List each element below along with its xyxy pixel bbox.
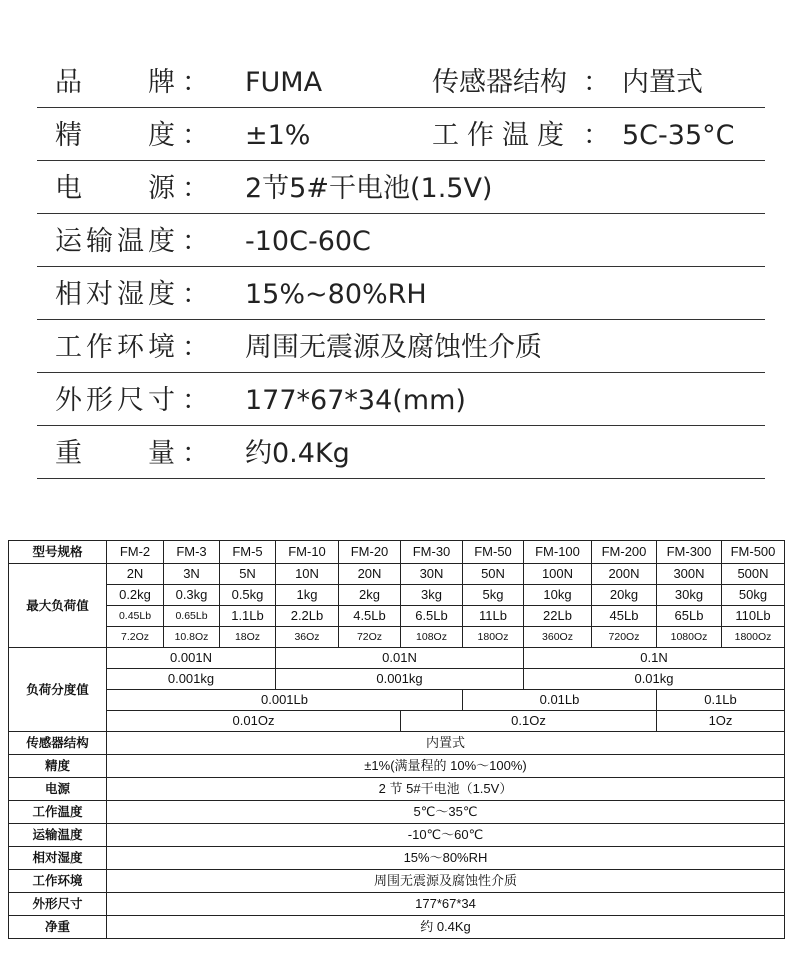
row-label: 精度 [9, 755, 107, 778]
colon: ： [182, 67, 209, 98]
spec-label [55, 381, 175, 421]
table-cell: 3kg [401, 585, 463, 606]
table-cell: 2N [107, 564, 164, 585]
row-value: 内置式 [107, 732, 785, 755]
resolution-lb-row [9, 690, 785, 711]
max-load-kg-row [9, 585, 785, 606]
table-cell: 0.65Lb [164, 606, 220, 627]
table-cell: 200N [592, 564, 657, 585]
spec-value: 约0.4Kg [245, 438, 350, 469]
table-cell: 22Lb [524, 606, 592, 627]
spec-label-secondary: 传感器结构 [432, 67, 567, 98]
spec-list [37, 55, 765, 479]
table-cell: 0.5kg [220, 585, 276, 606]
label-char: 电 [55, 173, 82, 204]
model-cell: FM-200 [592, 541, 657, 564]
label-char: 湿 [117, 279, 144, 310]
row-label: 传感器结构 [9, 732, 107, 755]
model-cell: FM-100 [524, 541, 592, 564]
table-cell: 65Lb [657, 606, 722, 627]
colon: ： [583, 120, 610, 151]
colon: ： [182, 120, 209, 151]
table-row [9, 893, 785, 916]
table-cell: 30kg [657, 585, 722, 606]
table-cell: 0.01Lb [463, 690, 657, 711]
row-label: 运输温度 [9, 824, 107, 847]
label-char: 形 [86, 385, 113, 416]
table-row [9, 916, 785, 939]
spec-value: 2节5#干电池(1.5V) [245, 173, 493, 204]
table-row [9, 870, 785, 893]
spec-label [55, 434, 175, 474]
row-value: 5℃～35℃ [107, 801, 785, 824]
spec-value: ±1% [245, 120, 311, 151]
colon: ： [182, 173, 209, 204]
table-cell: 10.8Oz [164, 627, 220, 648]
table-cell: 1800Oz [722, 627, 785, 648]
spec-label [55, 328, 175, 368]
spec-label [55, 169, 175, 209]
table-cell: 4.5Lb [339, 606, 401, 627]
model-cell: FM-3 [164, 541, 220, 564]
spec-value: 周围无震源及腐蚀性介质 [245, 332, 542, 363]
table-cell: 7.2Oz [107, 627, 164, 648]
model-cell: FM-300 [657, 541, 722, 564]
table-cell: 0.1Lb [657, 690, 785, 711]
table-cell: 0.3kg [164, 585, 220, 606]
label-char: 源 [148, 173, 175, 204]
label-char: 尺 [117, 385, 144, 416]
table-cell: 10N [276, 564, 339, 585]
label-char: 输 [86, 226, 113, 257]
label-char: 牌 [148, 67, 175, 98]
model-cell: FM-30 [401, 541, 463, 564]
model-cell: FM-20 [339, 541, 401, 564]
model-cell: FM-500 [722, 541, 785, 564]
table-cell: 0.001kg [276, 669, 524, 690]
table-cell: 180Oz [463, 627, 524, 648]
header-cell: 型号规格 [9, 541, 107, 564]
spec-row-brand [37, 55, 765, 108]
row-label: 工作温度 [9, 801, 107, 824]
row-label: 工作环境 [9, 870, 107, 893]
resolution-kg-row [9, 669, 785, 690]
table-cell: 2.2Lb [276, 606, 339, 627]
spec-value: FUMA [245, 67, 323, 98]
spec-row-transport-temp [37, 214, 765, 267]
table-cell: 360Oz [524, 627, 592, 648]
table-cell: 6.5Lb [401, 606, 463, 627]
spec-value-secondary: 内置式 [622, 67, 703, 98]
row-value: 周围无震源及腐蚀性介质 [107, 870, 785, 893]
table-cell: 18Oz [220, 627, 276, 648]
table-cell: 0.01N [276, 648, 524, 669]
table-cell: 0.001N [107, 648, 276, 669]
label-char: 寸 [148, 385, 175, 416]
table-row [9, 732, 785, 755]
label-char: 运 [55, 226, 82, 257]
row-label: 净重 [9, 916, 107, 939]
table-cell: 10kg [524, 585, 592, 606]
label-char: 温 [117, 226, 144, 257]
table-cell: 5N [220, 564, 276, 585]
colon: ： [583, 67, 610, 98]
table-cell: 50kg [722, 585, 785, 606]
label-char: 精 [55, 120, 82, 151]
row-value: 15%～80%RH [107, 847, 785, 870]
row-label: 外形尺寸 [9, 893, 107, 916]
row-label: 电源 [9, 778, 107, 801]
table-row [9, 801, 785, 824]
row-value: -10℃～60℃ [107, 824, 785, 847]
max-load-lb-row [9, 606, 785, 627]
model-cell: FM-50 [463, 541, 524, 564]
table-cell: 1080Oz [657, 627, 722, 648]
table-cell: 1kg [276, 585, 339, 606]
colon: ： [182, 226, 209, 257]
table-cell: 1.1Lb [220, 606, 276, 627]
colon: ： [182, 385, 209, 416]
resolution-newton-row [9, 648, 785, 669]
resolution-oz-row [9, 711, 785, 732]
table-cell: 72Oz [339, 627, 401, 648]
table-cell: 11Lb [463, 606, 524, 627]
table-cell: 20N [339, 564, 401, 585]
table-cell: 0.001Lb [107, 690, 463, 711]
table-row [9, 824, 785, 847]
table-row [9, 755, 785, 778]
table-cell: 5kg [463, 585, 524, 606]
model-cell: FM-2 [107, 541, 164, 564]
label-char: 重 [55, 438, 82, 469]
label-char: 外 [55, 385, 82, 416]
label-char: 相 [55, 279, 82, 310]
table-cell: 0.1N [524, 648, 785, 669]
table-cell: 0.01kg [524, 669, 785, 690]
row-label: 相对湿度 [9, 847, 107, 870]
spec-value: -10C-60C [245, 226, 371, 257]
table-cell: 500N [722, 564, 785, 585]
row-value: 2 节 5#干电池（1.5V） [107, 778, 785, 801]
table-cell: 0.01Oz [107, 711, 401, 732]
table-cell: 50N [463, 564, 524, 585]
table-row [9, 847, 785, 870]
label-char: 度 [148, 226, 175, 257]
label-char: 度 [148, 120, 175, 151]
table-cell: 100N [524, 564, 592, 585]
label-char: 量 [148, 438, 175, 469]
max-load-oz-row [9, 627, 785, 648]
row-value: 约 0.4Kg [107, 916, 785, 939]
table-header-row [9, 541, 785, 564]
spec-value: 15%~80%RH [245, 279, 427, 310]
row-value: ±1%(满量程的 10%～100%) [107, 755, 785, 778]
table-cell: 36Oz [276, 627, 339, 648]
table-cell: 2kg [339, 585, 401, 606]
label-char: 工 [55, 332, 82, 363]
colon: ： [182, 279, 209, 310]
spec-value: 177*67*34(mm) [245, 385, 466, 416]
spec-row-dimensions [37, 373, 765, 426]
max-load-newton-row [9, 564, 785, 585]
table-cell: 0.001kg [107, 669, 276, 690]
row-value: 177*67*34 [107, 893, 785, 916]
table-cell: 110Lb [722, 606, 785, 627]
spec-table [8, 540, 785, 939]
spec-row-humidity [37, 267, 765, 320]
table-row [9, 778, 785, 801]
table-cell: 300N [657, 564, 722, 585]
spec-row-weight [37, 426, 765, 479]
table-cell: 720Oz [592, 627, 657, 648]
label-char: 品 [55, 67, 82, 98]
spec-row-environment [37, 320, 765, 373]
table-cell: 1Oz [657, 711, 785, 732]
spec-row-accuracy [37, 108, 765, 161]
max-load-label: 最大负荷值 [9, 564, 107, 648]
spec-row-power [37, 161, 765, 214]
table-cell: 0.2kg [107, 585, 164, 606]
label-char: 环 [117, 332, 144, 363]
table-cell: 30N [401, 564, 463, 585]
label-char: 境 [148, 332, 175, 363]
spec-value-secondary: 5C-35°C [622, 120, 735, 151]
model-cell: FM-10 [276, 541, 339, 564]
label-char: 作 [86, 332, 113, 363]
table-cell: 108Oz [401, 627, 463, 648]
colon: ： [182, 438, 209, 469]
table-cell: 3N [164, 564, 220, 585]
table-cell: 0.1Oz [401, 711, 657, 732]
label-char: 对 [86, 279, 113, 310]
spec-label [55, 63, 175, 103]
table-cell: 45Lb [592, 606, 657, 627]
resolution-label: 负荷分度值 [9, 648, 107, 732]
table-cell: 0.45Lb [107, 606, 164, 627]
label-char: 度 [148, 279, 175, 310]
spec-label [55, 275, 175, 315]
spec-label [55, 222, 175, 262]
colon: ： [182, 332, 209, 363]
spec-label-secondary: 工作温度 [432, 120, 572, 151]
spec-label [55, 116, 175, 156]
table-cell: 20kg [592, 585, 657, 606]
model-cell: FM-5 [220, 541, 276, 564]
